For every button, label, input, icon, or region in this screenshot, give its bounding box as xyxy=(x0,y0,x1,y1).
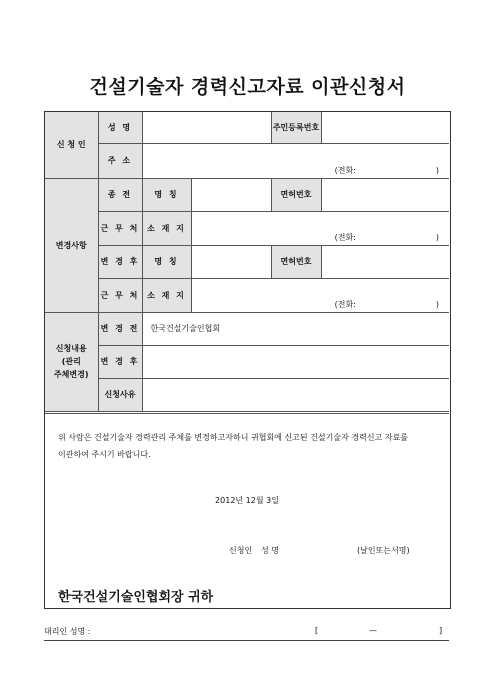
after-workplace-label: 근 무 처 xyxy=(98,278,142,312)
after-license-label: 면허번호 xyxy=(271,245,321,278)
after-location-phone: (전화: ) xyxy=(334,299,439,309)
form-table xyxy=(45,112,449,412)
before-org-name-field[interactable] xyxy=(191,178,271,211)
before-location-label: 소 재 지 xyxy=(142,211,191,245)
name-label: 성 명 xyxy=(98,112,142,143)
request-before-label: 변 경 전 xyxy=(98,312,142,345)
request-after-field[interactable] xyxy=(142,345,449,378)
bracket-open: [ xyxy=(315,626,319,635)
before-workplace-label: 근 무 처 xyxy=(98,211,142,245)
declaration-text: 위 사람은 건설기술자 경력관리 주체를 변경하고자하니 귀협회에 신고된 건설기술자 경력신고 자료를 이관하여 주시기 바랍니다. xyxy=(58,433,409,459)
name-field[interactable] xyxy=(142,112,271,143)
after-location-label: 소 재 지 xyxy=(142,278,191,312)
request-reason-label: 신청사유 xyxy=(98,378,142,411)
address-phone: (전화: ) xyxy=(334,165,439,175)
form-title: 건설기술자 경력신고자료 이관신청서 xyxy=(89,76,406,98)
address-label: 주 소 xyxy=(98,143,142,178)
application-form xyxy=(44,111,451,609)
dash: — xyxy=(369,626,377,635)
before-license-label: 면허번호 xyxy=(271,178,321,211)
after-org-name-field[interactable] xyxy=(191,245,271,278)
before-location-phone: (전화: ) xyxy=(334,232,439,242)
request-reason-field[interactable] xyxy=(142,378,449,411)
declaration-box xyxy=(45,413,449,609)
before-location-field[interactable] xyxy=(191,211,449,245)
footer-divider xyxy=(44,640,449,641)
signature-name-label: 성 명 xyxy=(261,546,279,555)
before-license-field[interactable] xyxy=(321,178,449,211)
agent-name-label: 대리인 성명 : xyxy=(44,627,91,636)
request-before-value: 한국건설기술인협회 xyxy=(142,312,449,345)
seal-note: (날인또는서명) xyxy=(357,546,410,555)
change-section-label: 변경사항 xyxy=(45,178,98,312)
rrn-field[interactable] xyxy=(321,112,449,143)
address-field[interactable] xyxy=(142,143,449,178)
before-org-name-label: 명 칭 xyxy=(142,178,191,211)
after-location-field[interactable] xyxy=(191,278,449,312)
after-label: 변 경 후 xyxy=(98,245,142,278)
applicant-section-label: 신 청 인 xyxy=(45,112,98,178)
bracket-close: ] xyxy=(439,626,443,635)
request-section-label: 신청내용 (관리 주체변경) xyxy=(45,312,98,411)
application-date: 2012년 12월 3일 xyxy=(215,496,279,505)
after-license-field[interactable] xyxy=(321,245,449,278)
before-label: 종 전 xyxy=(98,178,142,211)
request-after-label: 변 경 후 xyxy=(98,345,142,378)
rrn-label: 주민등록번호 xyxy=(271,112,321,143)
addressee: 한국건설기술인협회장 귀하 xyxy=(58,590,214,605)
after-org-name-label: 명 칭 xyxy=(142,245,191,278)
signature-applicant-label: 신청인 xyxy=(229,546,253,555)
